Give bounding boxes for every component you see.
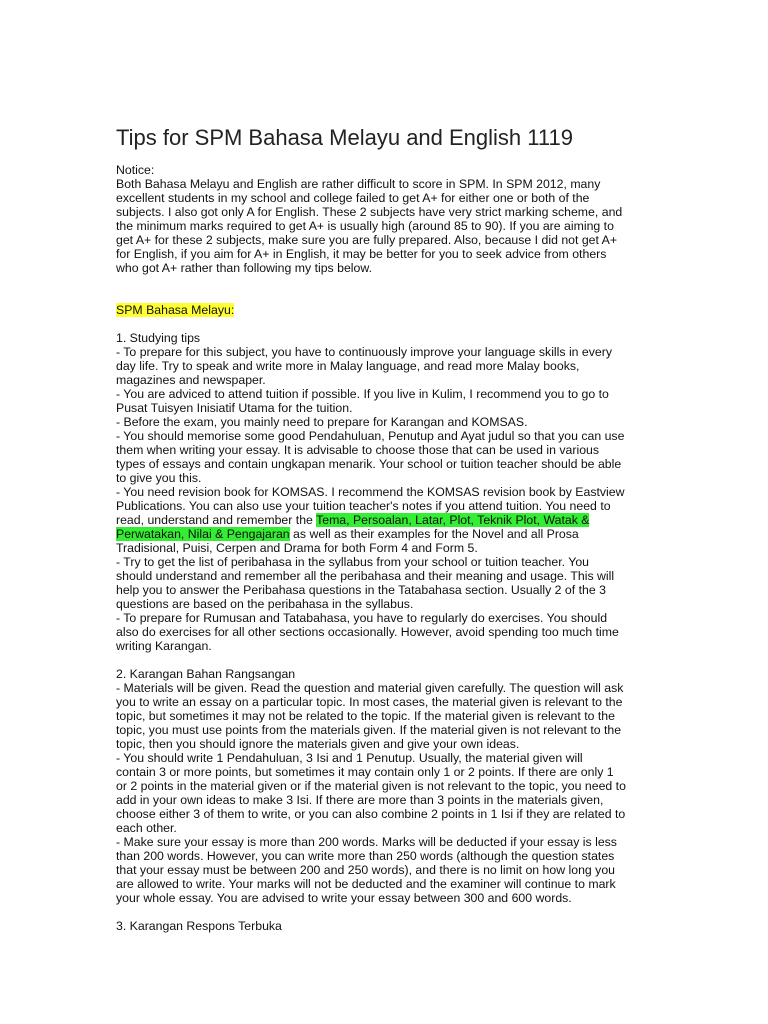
section-heading-karangan-bahan: 2. Karangan Bahan Rangsangan [116, 667, 296, 681]
text-line: add in your own ideas to make 3 Isi. If there are more than 3 points in the materials given, [116, 793, 604, 807]
text-line: - You should memorise some good Pendahuluan, Penutup and Ayat judul so that you can use [116, 429, 625, 443]
text-line: help you to answer the Peribahasa questions in the Tatabahasa section. Usually 2 of the 3 [116, 583, 606, 597]
text-line: your whole essay. You are advised to write your essay between 300 and 600 words. [116, 891, 572, 905]
text-line: - You need revision book for KOMSAS. I recommend the KOMSAS revision book by Eastview [116, 485, 625, 499]
text-line: Tradisional, Puisi, Cerpen and Drama for both Form 4 and Form 5. [116, 541, 478, 555]
text-line: - You are adviced to attend tuition if possible. If you live in Kulim, I recommend you to go to [116, 387, 609, 401]
text-line: also do exercises for all other sections occasionally. However, avoid spending too much time [116, 625, 619, 639]
text-line: topic, then you should ignore the materials given and give your own ideas. [116, 737, 520, 751]
text-line: are allowed to write. Your marks will not be deducted and the examiner will continue to mark [116, 877, 616, 891]
text-line: Publications. You can also use your tuition teacher's notes if you attend tuition. You need to [116, 499, 611, 513]
text-line-highlighted [116, 527, 676, 541]
text-line: contain 3 or more points, but sometimes it may contain only 1 or 2 points. If there are only 1 [116, 765, 614, 779]
karangan-bahan-text [116, 681, 676, 905]
text-line: excellent students in my school and college failed to get A+ for either one or both of the [116, 191, 590, 205]
text-line: the minimum marks required to get A+ is usually high (around 85 to 90). If you are aiming to [116, 219, 614, 233]
text-line: topic, but sometimes it may not be related to the topic. If the material given is relevant to the [116, 709, 615, 723]
text-line: each other. [116, 821, 177, 835]
text-line: should understand and remember all the peribahasa and their meaning and usage. This will [116, 569, 615, 583]
spacer [116, 653, 676, 667]
text-line: Both Bahasa Melayu and English are rather difficult to score in SPM. In SPM 2012, many [116, 177, 601, 191]
text-line: who got A+ rather than following my tips below. [116, 261, 372, 275]
text-line: Notice: [116, 163, 155, 177]
spacer [116, 289, 676, 303]
green-highlight: Tema, Persoalan, Latar, Plot, Teknik Plot, Watak & [316, 513, 590, 527]
text-line: - You should write 1 Pendahuluan, 3 Isi and 1 Penutup. Usually, the material given will [116, 751, 583, 765]
text-line: - Before the exam, you mainly need to prepare for Karangan and KOMSAS. [116, 415, 528, 429]
text-line: get A+ for these 2 subjects, make sure you are fully prepared. Also, because I did not get A+ [116, 233, 618, 247]
text-span: as well as their examples for the Novel and all Prosa [289, 527, 579, 541]
text-span: read, understand and remember the [116, 513, 317, 527]
green-highlight: Perwatakan, Nilai & Pengajaran [116, 527, 290, 541]
spacer [116, 275, 676, 289]
notice-paragraph [116, 163, 676, 275]
text-line: than 200 words. However, you can write more than 250 words (although the question states [116, 849, 615, 863]
document-title: Tips for SPM Bahasa Melayu and English 1119 [116, 125, 573, 150]
text-line: - To prepare for Rumusan and Tatabahasa, you have to regularly do exercises. You should [116, 611, 608, 625]
text-line: to give you this. [116, 471, 202, 485]
text-line: topic, you must use points from the materials given. If the material given is not relevant to the [116, 723, 622, 737]
studying-tips-text [116, 345, 676, 653]
section-heading-studying-tips: 1. Studying tips [116, 331, 201, 345]
text-line: writing Karangan. [116, 639, 212, 653]
text-line: questions are based on the peribahasa in the syllabus. [116, 597, 414, 611]
text-line: types of essays and contain ungkapan menarik. Your school or tuition teacher should be able [116, 457, 622, 471]
text-line: that your essay must be between 200 and 250 words), and there is no limit on how long you [116, 863, 616, 877]
text-line: you to write an essay on a particular topic. In most cases, the material given is relevant to the [116, 695, 623, 709]
text-line: subjects. I also got only A for English. These 2 subjects have very strict marking scheme, and [116, 205, 623, 219]
text-line: - To prepare for this subject, you have to continuously improve your language skills in every [116, 345, 613, 359]
spacer [116, 317, 676, 331]
text-line: for English, if you aim for A+ in English, it may be better for you to seek advice from others [116, 247, 607, 261]
text-line: - Make sure your essay is more than 200 words. Marks will be deducted if your essay is less [116, 835, 617, 849]
bm-heading-highlight: SPM Bahasa Melayu: [116, 303, 235, 317]
text-line-highlighted [116, 513, 676, 527]
text-line: day life. Try to speak and write more in Malay language, and read more Malay books, [116, 359, 580, 373]
spacer [116, 905, 676, 919]
text-line: - Materials will be given. Read the question and material given carefully. The question will ask [116, 681, 624, 695]
text-line: or 2 points in the material given or if the material given is not relevant to the topic, you need to [116, 779, 626, 793]
section-heading-karangan-respons: 3. Karangan Respons Terbuka [116, 919, 282, 933]
text-line: choose either 3 of them to write, or you can also combine 2 points in 1 Isi if they are related to [116, 807, 626, 821]
document-body [116, 163, 676, 933]
text-line: them when writing your essay. It is advisable to choose those that can be used in various [116, 443, 600, 457]
bm-heading [116, 303, 676, 317]
text-line: - Try to get the list of peribahasa in the syllabus from your school or tuition teacher. You [116, 555, 590, 569]
text-line: magazines and newspaper. [116, 373, 266, 387]
text-line: Pusat Tuisyen Inisiatif Utama for the tuition. [116, 401, 353, 415]
